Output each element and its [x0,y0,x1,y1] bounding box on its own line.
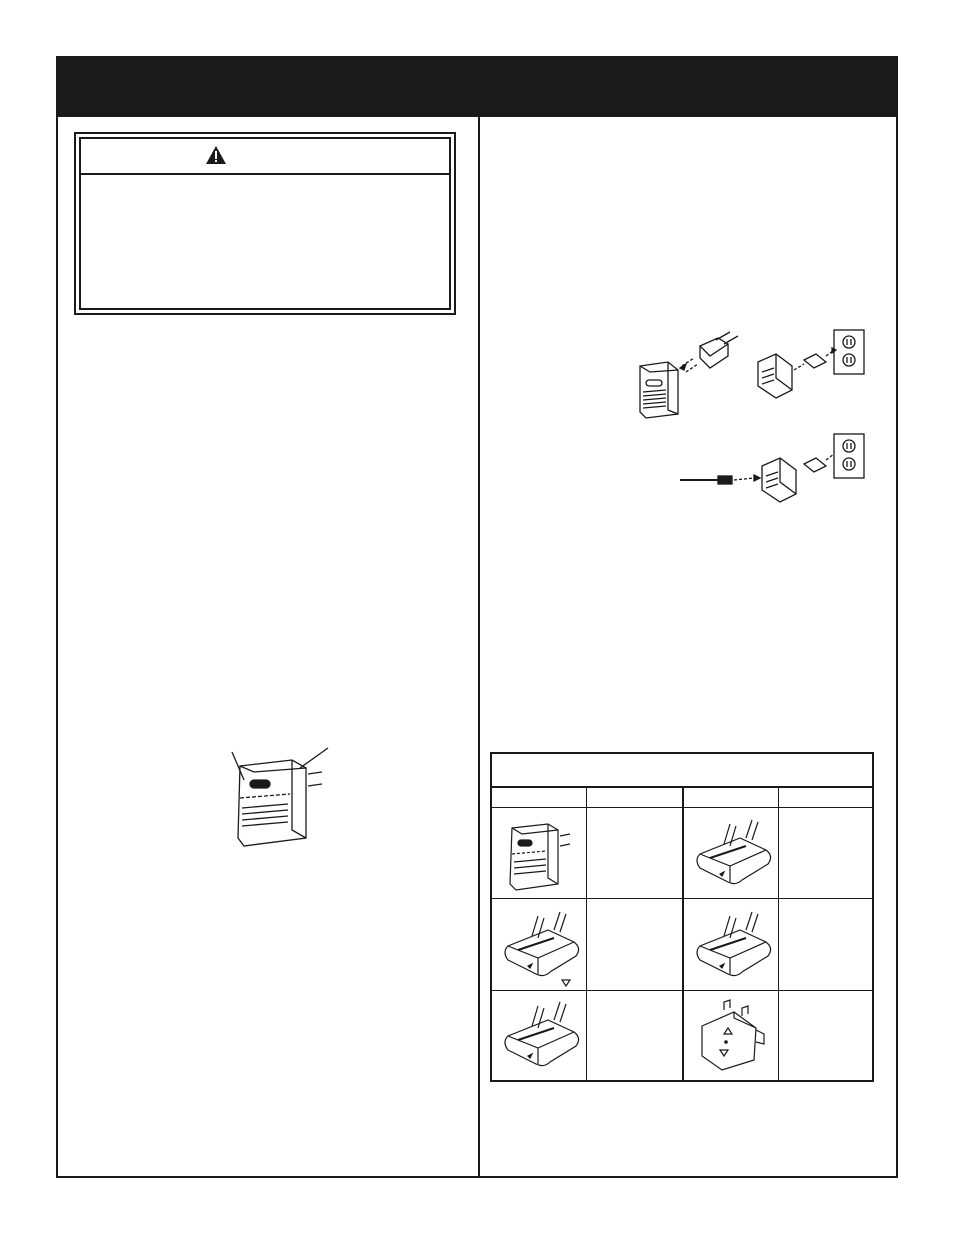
warning-triangle-icon [205,145,227,165]
table-column-line [778,788,779,1082]
page-frame [56,56,898,1178]
header-bar [58,58,896,117]
appliance-cord-into-converter [678,430,868,506]
warning-box-inner [79,137,451,310]
flat-pin-adapter-icon [694,998,770,1074]
warning-box [74,132,456,315]
table-column-line [682,788,684,1082]
table-title-row [492,754,872,788]
column-divider [478,117,480,1178]
converter-with-voltage-switch [226,746,336,850]
table-row-line [492,898,872,899]
round-pin-adapter-b-icon [498,908,584,988]
table-row-line [492,990,872,991]
converter-unit-icon [502,814,578,892]
table-column-line [586,788,587,1082]
round-pin-adapter-d-icon [498,998,584,1072]
round-pin-adapter-c-icon [690,908,776,982]
warning-header [81,139,449,175]
round-pin-adapter-a-icon [690,816,776,890]
adapter-table [490,752,874,1082]
converter-in-wall-outlet [754,326,868,402]
converter-plug-assembly [634,326,744,422]
